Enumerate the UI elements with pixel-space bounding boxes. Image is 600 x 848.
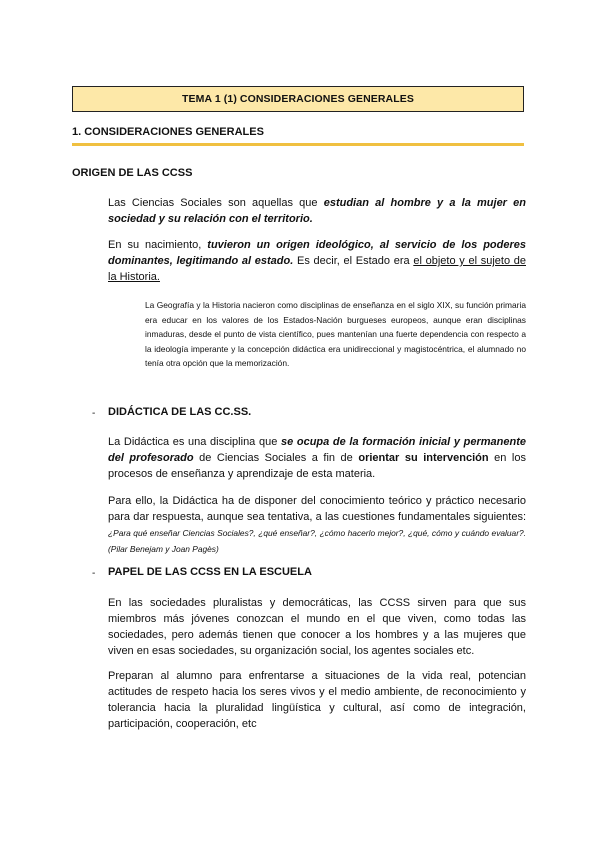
didactica-paragraph-1 [108, 434, 526, 482]
papel-paragraph-1: En las sociedades pluralistas y democráticas, las CCSS sirven para que sus miembros más jóvenes conozcan el mundo en el que viven, como todas las sociedades, pero además tienen que conocer a los hombres y a las mujeres que viven en esas sociedades, su organización social, los agentes sociales etc. [108, 597, 526, 657]
papel-heading: PAPEL DE LAS CCSS EN LA ESCUELA [108, 566, 312, 578]
didactica-heading: DIDÁCTICA DE LAS CC.SS. [108, 406, 252, 418]
text-span: Para ello, la Didáctica ha de disponer del conocimiento teórico y práctico necesario para dar respuesta, aunque sea tentativa, a las cuestiones fundamentales siguientes: [108, 495, 526, 523]
text-span: de Ciencias Sociales a fin de [193, 452, 359, 464]
emphasis-span: se ocupa de la formación inicial y permanente del profesorado [108, 436, 526, 464]
origen-paragraph-2 [108, 237, 526, 285]
page-title-box [72, 86, 524, 112]
section-heading-1: 1. CONSIDERACIONES GENERALES [72, 126, 264, 138]
didactica-paragraph-2 [108, 493, 526, 557]
origen-quote: La Geografía y la Historia nacieron como disciplinas de enseñanza en el siglo XIX, su función primaria era educar en los valores de los Estados-Nación burgueses europeos, aunque eran disciplinas inmaduras, desde el punto de vista científico, pues mantenían una fuerte dependencia con respecto a la ideología imperante y la concepción didáctica era unidireccional y magistocéntrica, el alumnado no tenía otra opción que la memorización. [145, 300, 526, 368]
emphasis-span: tuvieron un origen ideológico, al servicio de los poderes dominantes, legitimando al estado. [108, 239, 526, 267]
emphasis-span: estudian al hombre y a la mujer en sociedad y su relación con el territorio. [108, 197, 526, 225]
bullet-dash: - [92, 568, 96, 579]
underlined-span: el objeto y el sujeto de la Historia. [108, 255, 526, 283]
text-span: Es decir, el Estado era [293, 255, 414, 267]
citation-span: ¿Para qué enseñar Ciencias Sociales?, ¿qué enseñar?, ¿cómo hacerlo mejor?, ¿qué, cómo y cuándo evaluar?. (Pilar Benejam y Joan Pagès) [108, 528, 526, 554]
text-span: en los procesos de enseñanza y aprendizaje de esta materia. [108, 452, 526, 480]
text-span: La Didáctica es una disciplina que [108, 436, 281, 448]
bullet-dash: - [92, 408, 96, 419]
page-title: TEMA 1 (1) CONSIDERACIONES GENERALES [182, 93, 414, 105]
section-underline-bar [72, 143, 524, 146]
bold-span: orientar su intervención [358, 452, 489, 464]
origen-paragraph-1 [108, 195, 526, 227]
text-span: En su nacimiento, [108, 239, 208, 251]
text-span: Las Ciencias Sociales son aquellas que [108, 197, 324, 209]
origen-heading: ORIGEN DE LAS CCSS [72, 167, 193, 179]
papel-paragraph-2: Preparan al alumno para enfrentarse a situaciones de la vida real, potencian actitudes de respeto hacia los seres vivos y el medio ambiente, de reconocimiento y tolerancia hacia la pluralidad lingüística y cultural, así como de integración, participación, cooperación, etc [108, 670, 526, 730]
